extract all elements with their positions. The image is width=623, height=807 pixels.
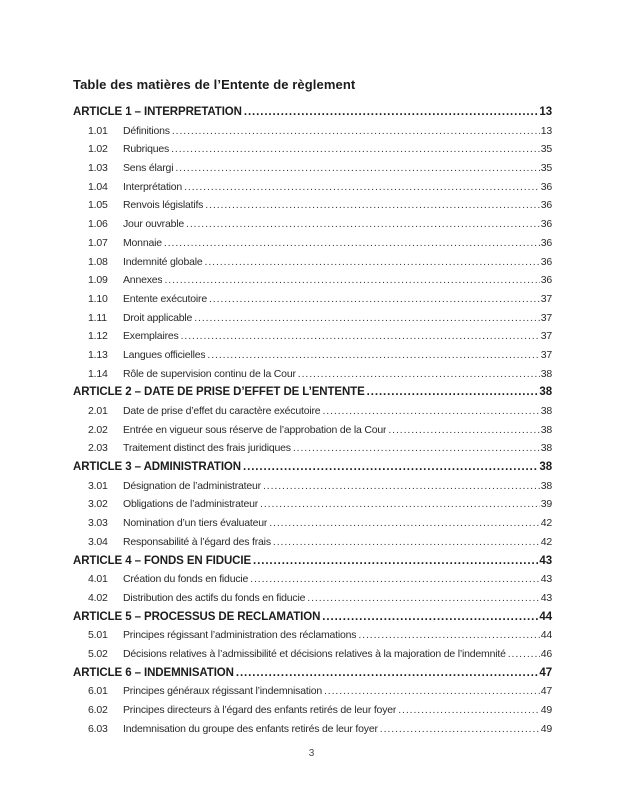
toc-heading-row bbox=[73, 555, 552, 574]
toc-item-page-number: 42 bbox=[540, 517, 552, 530]
dot-leader bbox=[164, 237, 540, 249]
toc-item-label: Indemnité globale bbox=[123, 255, 203, 268]
toc-item-row bbox=[73, 536, 552, 555]
toc-item-page-number: 38 bbox=[540, 367, 552, 380]
toc-item-label: Décisions relatives à l’admissibilité et décisions relatives à la majoration de l’indemnité bbox=[123, 647, 506, 660]
toc-item-number: 1.02 bbox=[88, 143, 108, 156]
dot-leader bbox=[184, 181, 540, 193]
toc-item-page-number: 42 bbox=[540, 535, 552, 548]
toc-heading-page-number: 44 bbox=[539, 610, 552, 623]
toc-item-label: Monnaie bbox=[123, 236, 162, 249]
toc-item-label: Principes généraux régissant l’indemnisation bbox=[123, 685, 322, 698]
dot-leader bbox=[298, 368, 540, 380]
toc-item-label: Interprétation bbox=[123, 180, 183, 193]
toc-item-label: Responsabilité à l’égard des frais bbox=[123, 535, 271, 548]
toc-item-row bbox=[73, 274, 552, 293]
toc-item-number: 2.01 bbox=[88, 405, 108, 417]
toc-item-label: Principes directeurs à l’égard des enfants retirés de leur foyer bbox=[123, 704, 397, 716]
toc-item-number: 6.02 bbox=[88, 704, 108, 716]
toc-item-number: 6.01 bbox=[88, 685, 108, 698]
toc-item-number: 3.01 bbox=[88, 479, 108, 492]
toc-item-number: 5.01 bbox=[88, 629, 108, 642]
toc-item-row bbox=[73, 498, 552, 517]
toc-item-number: 1.06 bbox=[88, 218, 108, 231]
toc-item-page-number: 37 bbox=[540, 311, 552, 324]
toc-item-number: 3.03 bbox=[88, 517, 108, 530]
toc-item-page-number: 44 bbox=[540, 629, 552, 642]
dot-leader bbox=[250, 573, 540, 585]
toc-item-label: Définitions bbox=[123, 124, 170, 137]
toc-item-page-number: 43 bbox=[540, 591, 552, 604]
toc-item-page-number: 36 bbox=[540, 255, 552, 268]
toc-item-row bbox=[73, 162, 552, 181]
dot-leader bbox=[243, 461, 538, 473]
toc-item-label: Entente exécutoire bbox=[123, 292, 207, 305]
toc-item-number: 3.02 bbox=[88, 498, 108, 511]
toc-item-number: 1.04 bbox=[88, 180, 108, 193]
toc-item-row bbox=[73, 349, 552, 368]
toc-item-label: Date de prise d’effet du caractère exécutoire bbox=[123, 405, 321, 417]
dot-leader bbox=[324, 685, 540, 697]
toc-item-number: 4.01 bbox=[88, 573, 108, 586]
toc-item-page-number: 49 bbox=[540, 722, 552, 735]
toc-item-number: 1.08 bbox=[88, 255, 108, 268]
toc-item-page-number: 38 bbox=[540, 442, 552, 455]
toc-item-page-number: 49 bbox=[540, 704, 552, 716]
toc-item-page-number: 38 bbox=[540, 423, 552, 436]
toc-item-label: Exemplaires bbox=[123, 330, 179, 343]
toc-item-page-number: 36 bbox=[540, 236, 552, 249]
toc-item-label: Sens élargi bbox=[123, 162, 174, 175]
toc-item-row bbox=[73, 723, 552, 742]
dot-leader bbox=[508, 648, 540, 660]
toc-heading-label: ARTICLE 4 – FONDS EN FIDUCIE bbox=[73, 554, 252, 567]
toc-item-row bbox=[73, 237, 552, 256]
dot-leader bbox=[207, 349, 539, 361]
dot-leader bbox=[244, 106, 539, 118]
toc-item-number: 2.03 bbox=[88, 442, 108, 455]
toc-item-label: Entrée en vigueur sous réserve de l’approbation de la Cour bbox=[123, 423, 387, 436]
dot-leader bbox=[367, 386, 539, 398]
dot-leader bbox=[269, 517, 540, 529]
dot-leader bbox=[260, 498, 540, 510]
toc-item-number: 1.07 bbox=[88, 236, 108, 249]
toc-item-row bbox=[73, 480, 552, 499]
toc-heading-row bbox=[73, 386, 552, 405]
toc-heading-label: ARTICLE 5 – PROCESSUS DE RÉCLAMATION bbox=[73, 610, 321, 623]
dot-leader bbox=[293, 442, 540, 454]
toc-heading-label: ARTICLE 6 – INDEMNISATION bbox=[73, 666, 234, 679]
toc-item-label: Jour ouvrable bbox=[123, 218, 185, 231]
toc-heading-row bbox=[73, 667, 552, 686]
toc-item-number: 1.01 bbox=[88, 124, 108, 137]
toc-heading-label: ARTICLE 2 – DATE DE PRISE D’EFFET DE L’ENTENTE bbox=[73, 386, 365, 399]
toc-heading-label: ARTICLE 1 – INTERPRÉTATION bbox=[73, 106, 242, 118]
dot-leader bbox=[172, 125, 540, 137]
toc-item-label: Distribution des actifs du fonds en fiducie bbox=[123, 591, 306, 604]
toc-item-label: Langues officielles bbox=[123, 348, 206, 361]
dot-leader bbox=[322, 611, 538, 623]
toc-item-row bbox=[73, 629, 552, 648]
toc-item-page-number: 37 bbox=[540, 348, 552, 361]
toc-item-page-number: 37 bbox=[540, 292, 552, 305]
toc-item-number: 1.10 bbox=[88, 292, 108, 305]
toc-item-row bbox=[73, 312, 552, 331]
toc-item-label: Traitement distinct des frais juridiques bbox=[123, 442, 291, 455]
dot-leader bbox=[205, 256, 540, 268]
toc-item-row bbox=[73, 293, 552, 312]
dot-leader bbox=[175, 162, 539, 174]
toc-item-row bbox=[73, 648, 552, 667]
toc-item-row bbox=[73, 685, 552, 704]
dot-leader bbox=[194, 312, 540, 324]
toc-item-label: Obligations de l’administrateur bbox=[123, 498, 259, 511]
toc-item-row bbox=[73, 256, 552, 275]
toc-item-row bbox=[73, 424, 552, 443]
toc-item-label: Renvois législatifs bbox=[123, 199, 204, 212]
toc-item-page-number: 36 bbox=[540, 274, 552, 287]
toc-item-row bbox=[73, 218, 552, 237]
toc-heading-row bbox=[73, 611, 552, 630]
toc-item-number: 1.11 bbox=[88, 311, 107, 324]
toc-item-row bbox=[73, 704, 552, 723]
dot-leader bbox=[181, 330, 540, 342]
toc-item-number: 1.09 bbox=[88, 274, 108, 287]
toc-item-row bbox=[73, 368, 552, 387]
toc-item-number: 1.12 bbox=[88, 330, 108, 343]
dot-leader bbox=[253, 555, 538, 567]
dot-leader bbox=[398, 704, 540, 716]
toc-item-page-number: 38 bbox=[540, 405, 552, 417]
toc-item-number: 1.05 bbox=[88, 199, 108, 212]
toc-item-number: 1.13 bbox=[88, 348, 108, 361]
dot-leader bbox=[186, 218, 540, 230]
dot-leader bbox=[380, 723, 540, 735]
table-of-contents bbox=[73, 106, 552, 741]
toc-item-page-number: 36 bbox=[540, 199, 552, 212]
dot-leader bbox=[263, 480, 540, 492]
toc-item-label: Désignation de l’administrateur bbox=[123, 479, 261, 492]
toc-item-row bbox=[73, 592, 552, 611]
toc-item-row bbox=[73, 125, 552, 144]
toc-item-row bbox=[73, 442, 552, 461]
dot-leader bbox=[236, 667, 539, 679]
toc-item-label: Rôle de supervision continu de la Cour bbox=[123, 367, 296, 380]
toc-item-page-number: 36 bbox=[540, 180, 552, 193]
toc-item-row bbox=[73, 517, 552, 536]
toc-heading-row bbox=[73, 106, 552, 125]
page-number-footer: 3 bbox=[308, 748, 315, 759]
page-title: Table des matières de l’Entente de règlement bbox=[73, 77, 356, 92]
toc-item-number: 1.03 bbox=[88, 162, 108, 175]
dot-leader bbox=[209, 293, 540, 305]
toc-heading-page-number: 43 bbox=[539, 554, 552, 567]
toc-heading-page-number: 38 bbox=[539, 386, 552, 399]
dot-leader bbox=[171, 143, 540, 155]
toc-item-row bbox=[73, 143, 552, 162]
toc-item-page-number: 43 bbox=[540, 573, 552, 586]
toc-item-page-number: 46 bbox=[540, 647, 552, 660]
dot-leader bbox=[205, 199, 539, 211]
toc-item-page-number: 47 bbox=[540, 685, 552, 698]
toc-item-number: 3.04 bbox=[88, 535, 108, 548]
toc-item-row bbox=[73, 573, 552, 592]
toc-item-label: Nomination d’un tiers évaluateur bbox=[123, 517, 268, 530]
toc-item-label: Indemnisation du groupe des enfants retirés de leur foyer bbox=[123, 722, 378, 735]
toc-item-row bbox=[73, 199, 552, 218]
toc-heading-page-number: 47 bbox=[539, 666, 552, 679]
toc-item-page-number: 36 bbox=[540, 218, 552, 231]
toc-item-row bbox=[73, 330, 552, 349]
toc-item-number: 5.02 bbox=[88, 647, 108, 660]
toc-item-label: Rubriques bbox=[123, 143, 170, 156]
toc-item-row bbox=[73, 405, 552, 424]
toc-item-label: Annexes bbox=[123, 274, 163, 287]
toc-item-page-number: 38 bbox=[540, 479, 552, 492]
dot-leader bbox=[358, 629, 539, 641]
dot-leader bbox=[388, 424, 539, 436]
toc-item-label: Création du fonds en fiducie bbox=[123, 573, 249, 586]
toc-item-label: Droit applicable bbox=[123, 311, 193, 324]
toc-item-page-number: 35 bbox=[540, 143, 552, 156]
toc-item-page-number: 39 bbox=[540, 498, 552, 511]
toc-item-page-number: 35 bbox=[540, 162, 552, 175]
dot-leader bbox=[164, 274, 539, 286]
dot-leader bbox=[322, 405, 539, 417]
toc-item-number: 6.03 bbox=[88, 722, 108, 735]
toc-item-number: 4.02 bbox=[88, 591, 108, 604]
toc-heading-page-number: 13 bbox=[539, 106, 552, 118]
toc-item-row bbox=[73, 181, 552, 200]
dot-leader bbox=[273, 536, 540, 548]
toc-item-page-number: 37 bbox=[540, 330, 552, 343]
toc-heading-label: ARTICLE 3 – ADMINISTRATION bbox=[73, 461, 241, 474]
dot-leader bbox=[307, 592, 539, 604]
toc-item-label: Principes régissant l’administration des réclamations bbox=[123, 629, 357, 642]
toc-item-number: 2.02 bbox=[88, 423, 108, 436]
toc-heading-row bbox=[73, 461, 552, 480]
toc-heading-page-number: 38 bbox=[539, 461, 552, 474]
toc-item-page-number: 13 bbox=[540, 124, 552, 137]
toc-item-number: 1.14 bbox=[88, 367, 108, 380]
